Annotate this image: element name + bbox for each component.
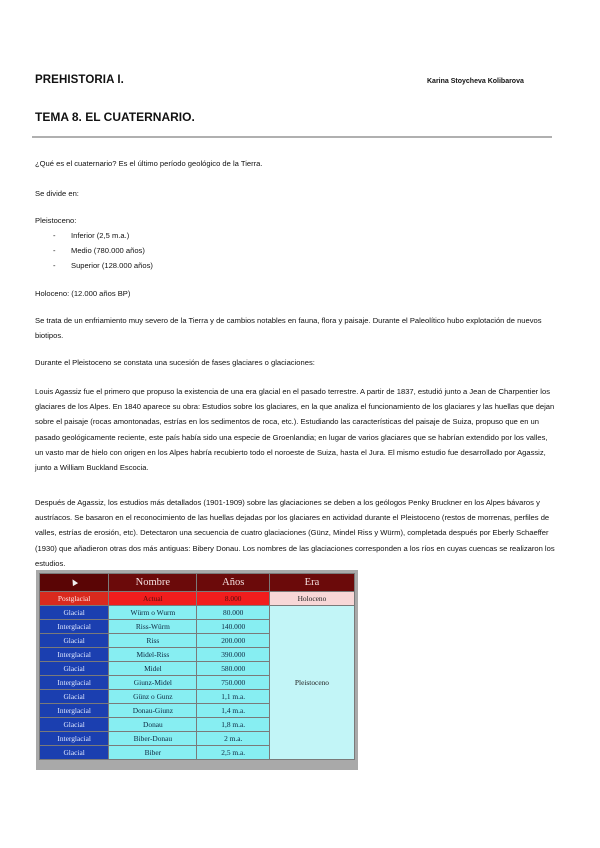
name-cell: Actual bbox=[109, 592, 197, 606]
header-era: Era bbox=[269, 574, 354, 592]
pleistoceno-label: Pleistoceno: bbox=[35, 216, 77, 225]
years-cell: 1,1 m.a. bbox=[197, 690, 269, 704]
name-cell: Midel bbox=[109, 662, 197, 676]
period-cell: Glacial bbox=[40, 634, 109, 648]
years-cell: 8.000 bbox=[197, 592, 269, 606]
period-cell: Interglacial bbox=[40, 648, 109, 662]
question-paragraph: ¿Qué es el cuaternario? Es el último período geológico de la Tierra. bbox=[35, 159, 263, 168]
page-title: PREHISTORIA I. bbox=[35, 74, 124, 86]
years-cell: 1,4 m.a. bbox=[197, 704, 269, 718]
name-cell: Donau-Giunz bbox=[109, 704, 197, 718]
period-cell: Postglacial bbox=[40, 592, 109, 606]
period-cell: Glacial bbox=[40, 690, 109, 704]
author-name: Karina Stoycheva Kolibarova bbox=[427, 78, 524, 85]
period-cell: Interglacial bbox=[40, 732, 109, 746]
years-cell: 750.000 bbox=[197, 676, 269, 690]
name-cell: Würm o Wurm bbox=[109, 606, 197, 620]
years-cell: 390.000 bbox=[197, 648, 269, 662]
years-cell: 2 m.a. bbox=[197, 732, 269, 746]
enfriamiento-paragraph: Se trata de un enfriamiento muy severo de la Tierra y de cambios notables en fauna, flora y paisaje. Durante el Paleolítico hubo explotación de nuevos biotipos. bbox=[35, 316, 542, 341]
name-cell: Günz o Gunz bbox=[109, 690, 197, 704]
period-cell: Interglacial bbox=[40, 676, 109, 690]
period-cell: Glacial bbox=[40, 746, 109, 760]
heading-divider bbox=[32, 136, 552, 138]
sucesion-paragraph: Durante el Pleistoceno se constata una sucesión de fases glaciares o glaciaciones: bbox=[35, 358, 315, 367]
years-cell: 140.000 bbox=[197, 620, 269, 634]
years-cell: 1,8 m.a. bbox=[197, 718, 269, 732]
name-cell: Riss bbox=[109, 634, 197, 648]
years-cell: 200.000 bbox=[197, 634, 269, 648]
header-anos: Años bbox=[197, 574, 269, 592]
list-item: - Superior (128.000 años) bbox=[53, 261, 153, 270]
period-cell: Interglacial bbox=[40, 620, 109, 634]
name-cell: Giunz-Midel bbox=[109, 676, 197, 690]
name-cell: Donau bbox=[109, 718, 197, 732]
list-item: - Inferior (2,5 m.a.) bbox=[53, 231, 130, 240]
agassiz-paragraph: Louis Agassiz fue el primero que propuso la existencia de una era glacial en el pasado terrestre. A partir de 1837, estudió junto a Jean de Charpentier los glaciares de los Alpes. En 1840 aparece su obra: Estudios sobre los glaciares, en la que analiza el funcionamiento de los glaciares y las huellas que dejan sobre el paisaje (rocas amontonadas, estrías en los sedimentos de roca, etc.). Estudiando las características del paisaje de Suiza, propuso que en un pasado geológicamente reciente, este país había sido una especie de Groenlandia; en lugar de varios glaciares que se habrían extendido por los valles, un vasto mar de hielo con origen en los Alpes habría recubierto todo el noroeste de Suiza, hasta el Jura. El mismo estudio fue desarrollado por Agassiz, junto a William Buckland Escocia. bbox=[35, 387, 555, 473]
divide-paragraph: Se divide en: bbox=[35, 189, 79, 198]
holoceno-paragraph: Holoceno: (12.000 años BP) bbox=[35, 289, 131, 298]
era-cell-pleistoceno: Pleistoceno bbox=[269, 606, 354, 760]
glaciations-table bbox=[36, 570, 358, 770]
cursor-icon bbox=[70, 577, 78, 585]
header-nombre: Nombre bbox=[109, 574, 197, 592]
years-cell: 80.000 bbox=[197, 606, 269, 620]
years-cell: 580.000 bbox=[197, 662, 269, 676]
period-cell: Glacial bbox=[40, 718, 109, 732]
period-cell: Glacial bbox=[40, 606, 109, 620]
era-cell-holoceno: Holoceno bbox=[269, 592, 354, 606]
table-row bbox=[40, 592, 355, 606]
name-cell: Biber bbox=[109, 746, 197, 760]
table-corner bbox=[40, 574, 109, 592]
period-cell: Interglacial bbox=[40, 704, 109, 718]
table-row bbox=[40, 606, 355, 620]
list-item: - Medio (780.000 años) bbox=[53, 246, 145, 255]
penky-paragraph: Después de Agassiz, los estudios más detallados (1901-1909) sobre las glaciaciones se deben a los geólogos Penky Bruckner en los Alpes bávaros y austríacos. Se basaron en el reconocimiento de las huellas dejadas por los glaciares en actividad durante el Pleistoceno (restos de morrenas, perfiles de valles, estrías de erosión, etc). Detectaron una secuencia de cuatro glaciaciones (Günz, Mindel Riss y Würm), completada después por Eberly Schaeffer (1930) que añadieron otras dos más antiguas: Bibery Donau. Los nombres de las glaciaciones corresponden a los ríos en cuyas cuencas se realizaron los estudios. bbox=[35, 498, 555, 568]
name-cell: Midel-Riss bbox=[109, 648, 197, 662]
name-cell: Riss-Würm bbox=[109, 620, 197, 634]
period-cell: Glacial bbox=[40, 662, 109, 676]
topic-heading: TEMA 8. EL CUATERNARIO. bbox=[35, 110, 195, 124]
name-cell: Biber-Donau bbox=[109, 732, 197, 746]
years-cell: 2,5 m.a. bbox=[197, 746, 269, 760]
